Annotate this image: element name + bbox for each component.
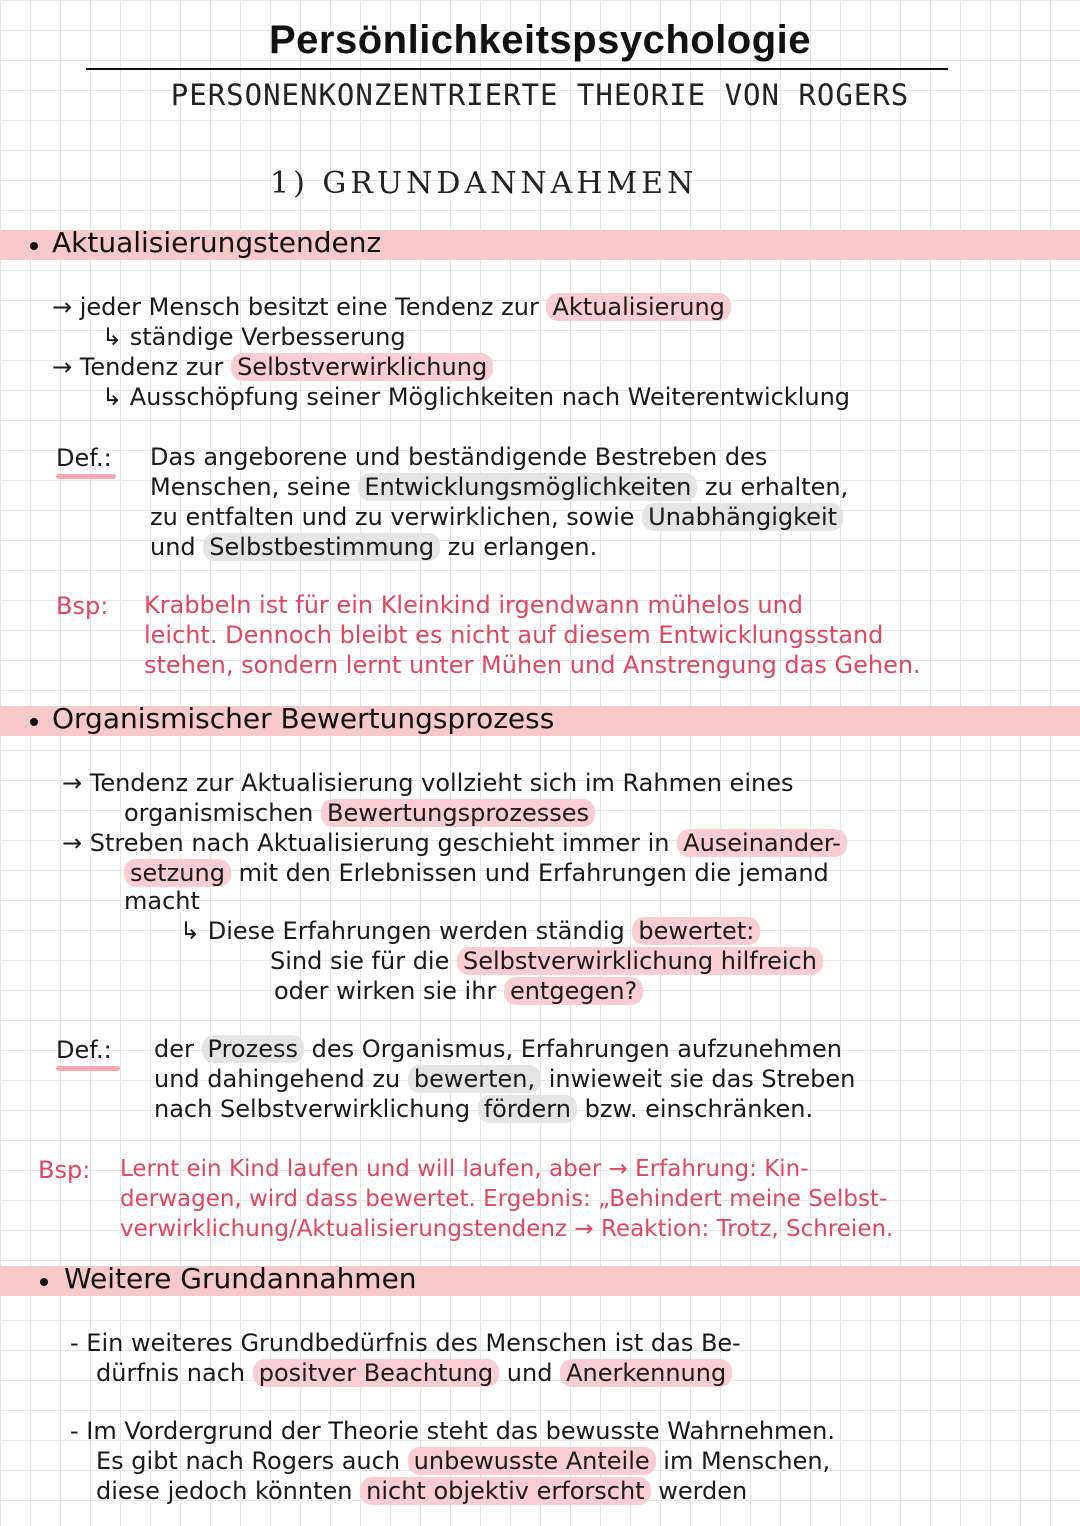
text-line: oder wirken sie ihr entgegen? [274,976,643,1006]
definition-label: Def.: [56,1036,112,1064]
text-line: Es gibt nach Rogers auch unbewusste Anteile im Menschen, [96,1447,831,1475]
definition-line: der Prozess des Organismus, Erfahrungen aufzunehmen [154,1035,842,1063]
definition-line: zu entfalten und zu verwirklichen, sowie Unabhängigkeit [150,502,843,532]
section-heading: 1) GRUNDANNAHMEN [270,166,698,201]
bullet-dot [30,718,38,726]
text-line: → jeder Mensch besitzt eine Tendenz zur Aktualisierung [52,292,731,322]
example-label: Bsp: [38,1156,91,1184]
example-line: stehen, sondern lernt unter Mühen und Anstrengung das Gehen. [144,651,921,679]
text-line: ↳ Diese Erfahrungen werden ständig bewertet: [180,916,760,946]
text-line: - Im Vordergrund der Theorie steht das bewusste Wahrnehmen. [70,1417,836,1445]
text-line: setzung mit den Erlebnissen und Erfahrungen die jemand [124,858,829,888]
title-underline [86,68,948,70]
definition-line: und Selbstbestimmung zu erlangen. [150,533,598,561]
text-line: Sind sie für die Selbstverwirklichung hilfreich [270,946,823,976]
page-subtitle: PERSONENKONZENTRIERTE THEORIE VON ROGERS [170,78,910,112]
example-line: verwirklichung/Aktualisierungstendenz → Reaktion: Trotz, Schreien. [120,1216,894,1242]
example-line: Krabbeln ist für ein Kleinkind irgendwann mühelos und [144,591,804,619]
text-line: → Streben nach Aktualisierung geschieht immer in Auseinander- [62,828,847,858]
definition-line: Das angeborene und beständigende Bestreben des [150,443,768,471]
text-line: ↳ Ausschöpfung seiner Möglichkeiten nach Weiterentwicklung [102,383,851,411]
example-label: Bsp: [56,592,109,620]
definition-label: Def.: [56,444,112,472]
text-line: - Ein weiteres Grundbedürfnis des Menschen ist das Be- [70,1329,741,1357]
text-line: organismischen Bewertungsprozesses [124,798,595,828]
text-line: → Tendenz zur Selbstverwirklichung [52,352,493,382]
example-line: Lernt ein Kind laufen und will laufen, aber → Erfahrung: Kin- [120,1156,809,1182]
definition-label-underline [56,1066,120,1071]
example-line: derwagen, wird dass bewertet. Ergebnis: „Behindert meine Selbst- [120,1186,888,1212]
text-line: dürfnis nach positver Beachtung und Anerkennung [96,1358,732,1388]
heading-bewertung: Organismischer Bewertungsprozess [52,702,555,735]
page-title: Persönlichkeitspsychologie [268,18,812,62]
definition-line: Menschen, seine Entwicklungsmöglichkeiten zu erhalten, [150,473,849,501]
definition-line: und dahingehend zu bewerten, inwieweit sie das Streben [154,1065,856,1093]
bullet-dot [30,242,38,250]
example-line: leicht. Dennoch bleibt es nicht auf diesem Entwicklungsstand [144,621,884,649]
text-line: → Tendenz zur Aktualisierung vollzieht sich im Rahmen eines [62,769,794,797]
definition-label-underline [56,474,116,479]
text-line: macht [124,887,200,915]
text-line: ↳ ständige Verbesserung [102,323,406,351]
heading-weitere: Weitere Grundannahmen [64,1262,417,1295]
definition-line: nach Selbstverwirklichung fördern bzw. einschränken. [154,1095,814,1123]
text-line: diese jedoch könnten nicht objektiv erforscht werden [96,1477,748,1505]
bullet-dot [40,1278,48,1286]
heading-aktualisierung: Aktualisierungstendenz [52,226,382,259]
